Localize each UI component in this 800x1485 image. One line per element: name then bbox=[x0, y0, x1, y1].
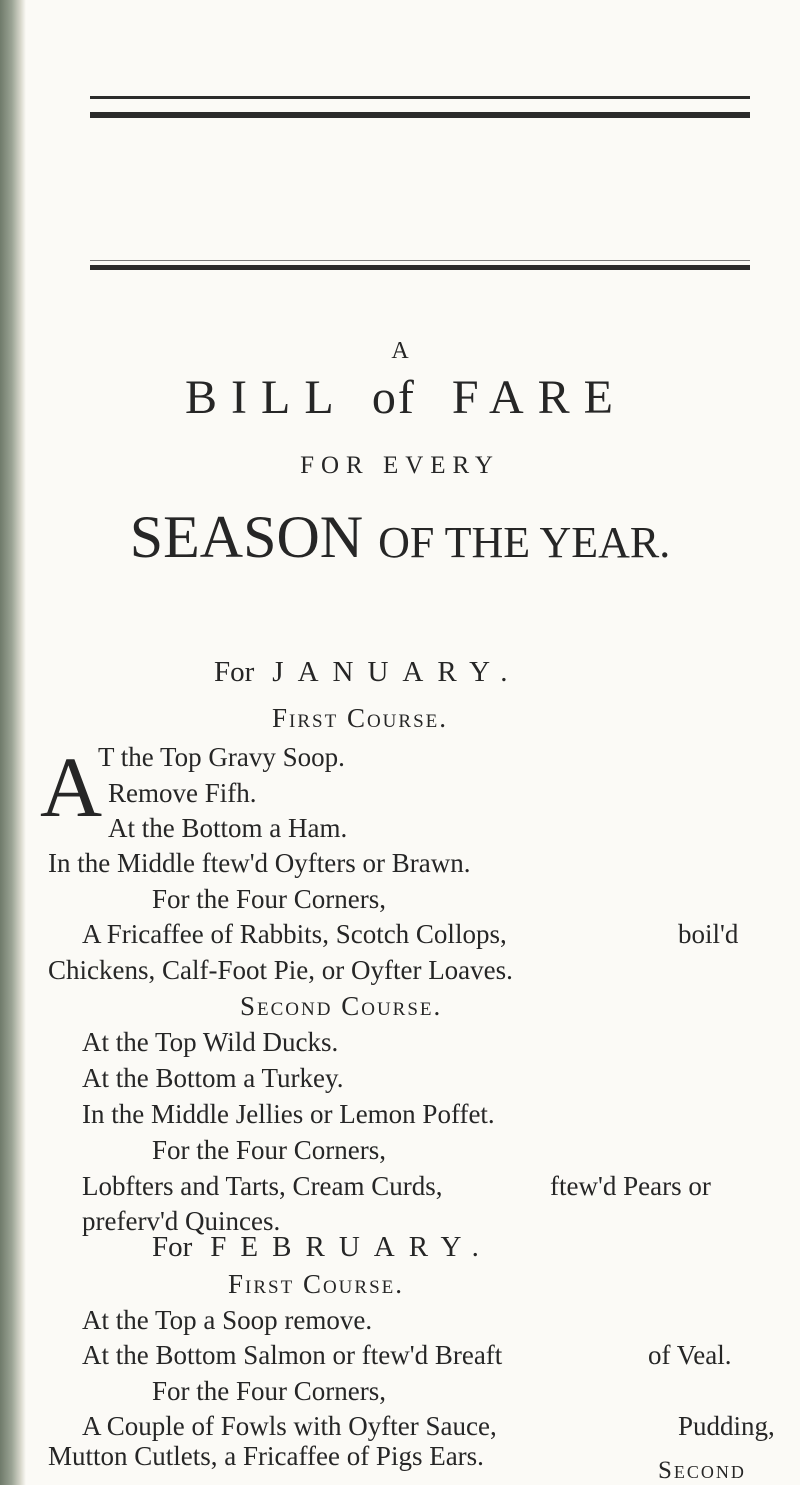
january-heading bbox=[214, 658, 522, 687]
january-line-8: At the Top Wild Ducks. bbox=[82, 1027, 339, 1057]
january-line-11: For the Four Corners, bbox=[152, 1135, 386, 1165]
february-line-1: At the Top a Soop remove. bbox=[82, 1305, 373, 1335]
january-line-12: Lobfters and Tarts, Cream Curds, bbox=[82, 1171, 443, 1201]
title-of-the-year: OF THE YEAR. bbox=[378, 518, 671, 567]
january-line-5: For the Four Corners, bbox=[152, 884, 386, 914]
january-line-12-end: ftew'd Pears or bbox=[550, 1171, 711, 1201]
february-line-2-end: of Veal. bbox=[648, 1340, 732, 1370]
february-first-course: First Course. bbox=[228, 1269, 404, 1299]
top-rule-thin bbox=[90, 96, 750, 99]
title-for-every: FOR EVERY bbox=[300, 452, 500, 479]
february-line-4: A Couple of Fowls with Oyfter Sauce, bbox=[82, 1411, 497, 1441]
title-bill-of-fare bbox=[0, 370, 800, 425]
title-bill: BILL bbox=[185, 371, 346, 424]
february-heading bbox=[152, 1233, 493, 1262]
february-line-5: Mutton Cutlets, a Fricaffee of Pigs Ears. bbox=[48, 1441, 484, 1471]
january-for-label: For bbox=[214, 656, 255, 688]
title-season: SEASON bbox=[129, 504, 364, 570]
february-for-label: For bbox=[152, 1231, 193, 1263]
title-article: A bbox=[391, 338, 409, 364]
january-first-course: First Course. bbox=[272, 703, 448, 733]
title-season-line bbox=[0, 503, 800, 572]
february-month: FEBRUARY. bbox=[210, 1231, 493, 1263]
february-line-2: At the Bottom Salmon or ftew'd Breaft bbox=[82, 1340, 503, 1370]
top-rule-thick bbox=[90, 112, 750, 118]
january-line-4: In the Middle ftew'd Oyfters or Brawn. bbox=[48, 848, 471, 878]
january-line-7: Chickens, Calf-Foot Pie, or Oyfter Loaves. bbox=[48, 955, 513, 985]
january-line-3: At the Bottom a Ham. bbox=[108, 813, 348, 843]
title-fare: FARE bbox=[451, 371, 627, 424]
february-line-4-end: Pudding, bbox=[678, 1411, 775, 1441]
book-gutter bbox=[0, 0, 26, 1485]
january-line-1: T the Top Gravy Soop. bbox=[98, 742, 345, 772]
january-line-10: In the Middle Jellies or Lemon Poffet. bbox=[82, 1099, 495, 1129]
mid-rule-thin bbox=[90, 260, 750, 261]
january-month: JANUARY. bbox=[272, 656, 522, 688]
catchword: Second bbox=[658, 1457, 746, 1484]
january-line-9: At the Bottom a Turkey. bbox=[82, 1063, 344, 1093]
january-second-course: Second Course. bbox=[240, 991, 443, 1021]
february-line-3: For the Four Corners, bbox=[152, 1376, 386, 1406]
january-line-13: preferv'd Quinces. bbox=[82, 1206, 281, 1236]
drop-cap: A bbox=[40, 739, 103, 835]
mid-rule-thick bbox=[90, 265, 750, 270]
title-of: of bbox=[371, 371, 416, 424]
january-line-6-end: boil'd bbox=[678, 919, 739, 949]
january-line-2: Remove Fifh. bbox=[108, 778, 257, 808]
january-line-6: A Fricaffee of Rabbits, Scotch Collops, bbox=[82, 919, 507, 949]
